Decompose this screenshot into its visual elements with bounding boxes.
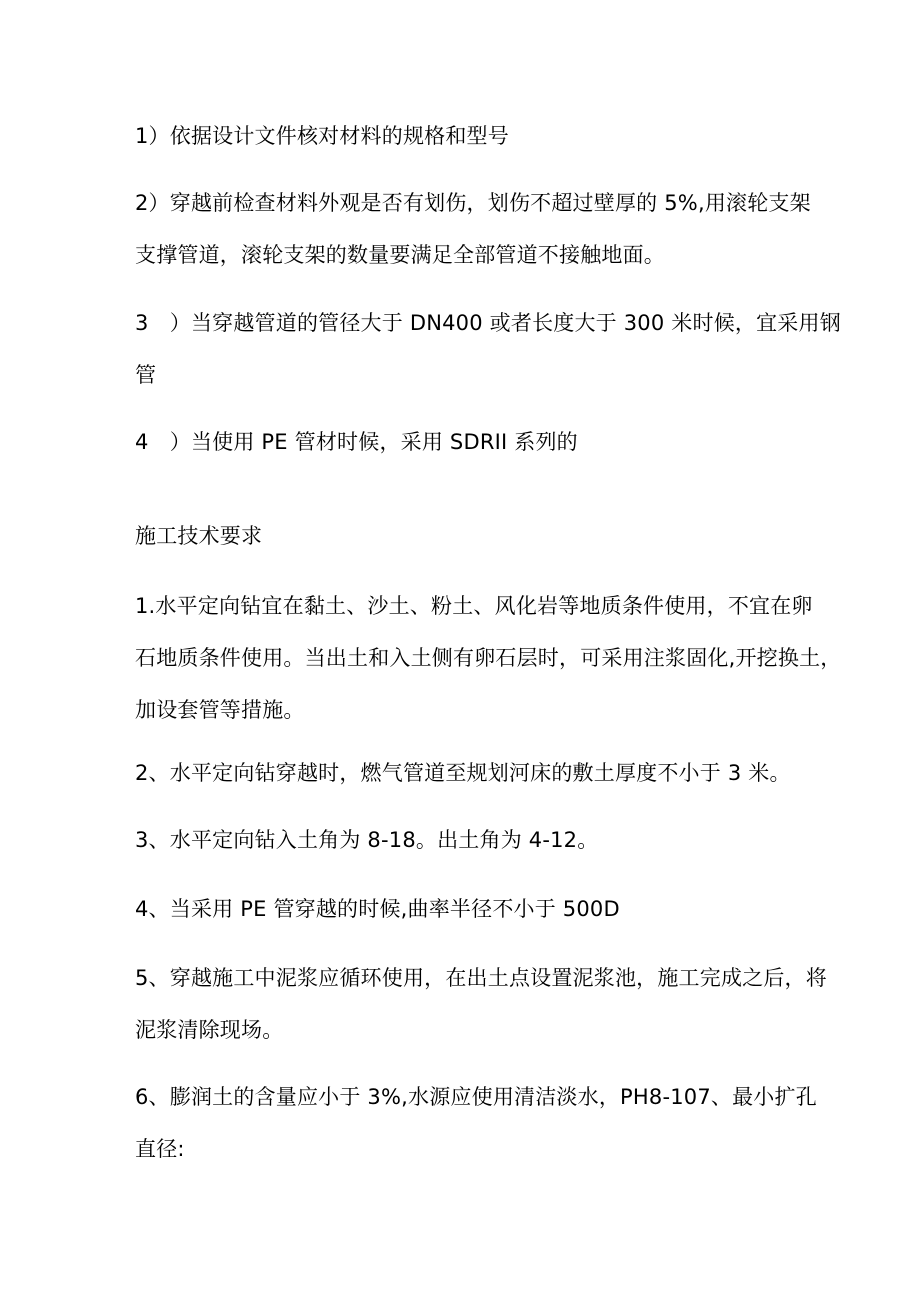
paragraph-1 — [135, 110, 795, 162]
text-line: 4 ）当使用 PE 管材时候，采用 SDRII 系列的 — [135, 430, 578, 454]
text-line: 6、膨润土的含量应小于 3%,水源应使用清洁淡水，PH8-107、最小扩孔 — [135, 1085, 817, 1109]
text-line: 支撑管道，滚轮支架的数量要满足全部管道不接触地面。 — [135, 243, 665, 267]
paragraph-6 — [135, 747, 795, 799]
paragraph-5 — [135, 580, 842, 736]
paragraph-4 — [135, 416, 795, 468]
text-line: 4、当采用 PE 管穿越的时候,曲率半径不小于 500D — [135, 897, 620, 921]
paragraph-7 — [135, 814, 795, 866]
paragraph-8 — [135, 883, 795, 935]
paragraph-2 — [135, 177, 811, 281]
text-line: 1.水平定向钻宜在黏土、沙土、粉土、风化岩等地质条件使用，不宜在卵 — [135, 594, 813, 618]
text-line: 石地质条件使用。当出土和入土侧有卵石层时，可采用注浆固化,开挖换土， — [135, 646, 842, 670]
paragraph-10 — [135, 1071, 817, 1175]
text-line: 2）穿越前检查材料外观是否有划伤，划伤不超过壁厚的 5%,用滚轮支架 — [135, 191, 811, 215]
text-line: 3、水平定向钻入土角为 8-18。出土角为 4-12。 — [135, 828, 599, 852]
text-line: 直径: — [135, 1137, 185, 1161]
heading-text: 施工技术要求 — [135, 524, 263, 548]
text-line: 泥浆清除现场。 — [135, 1018, 284, 1042]
section-heading — [135, 510, 795, 562]
text-line: 2、水平定向钻穿越时，燃气管道至规划河床的敷土厚度不小于 3 米。 — [135, 761, 791, 785]
paragraph-9 — [135, 952, 827, 1056]
text-line: 1）依据设计文件核对材料的规格和型号 — [135, 124, 509, 148]
text-line: 加设套管等措施。 — [135, 698, 305, 722]
text-line: 5、穿越施工中泥浆应循环使用，在出土点设置泥浆池，施工完成之后，将 — [135, 966, 827, 990]
text-line: 管 — [135, 363, 157, 387]
paragraph-3 — [135, 297, 841, 401]
text-line: 3 ）当穿越管道的管径大于 DN400 或者长度大于 300 米时候，宜采用钢 — [135, 311, 841, 335]
